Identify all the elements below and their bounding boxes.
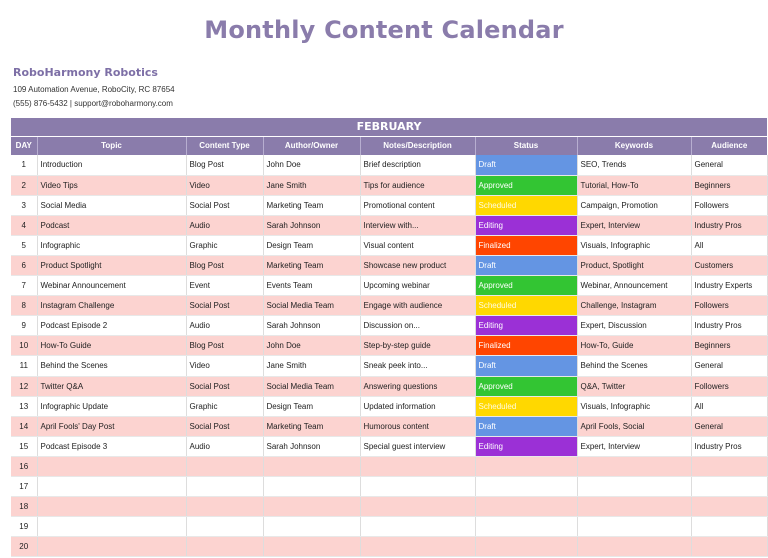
status-cell[interactable]: Editing bbox=[475, 316, 577, 336]
content-type-cell[interactable]: Graphic bbox=[186, 235, 263, 255]
content-calendar-table bbox=[11, 118, 767, 557]
topic-cell[interactable]: Introduction bbox=[37, 155, 186, 175]
status-cell[interactable]: Approved bbox=[475, 276, 577, 296]
keywords-cell[interactable]: April Fools, Social bbox=[577, 416, 691, 436]
table-row bbox=[11, 456, 767, 476]
table-row bbox=[11, 376, 767, 396]
notes-cell[interactable] bbox=[360, 477, 475, 497]
audience-cell[interactable]: Customers bbox=[691, 255, 767, 275]
notes-cell[interactable] bbox=[360, 456, 475, 476]
keywords-cell[interactable]: Visuals, Infographic bbox=[577, 396, 691, 416]
author-cell[interactable]: Sarah Johnson bbox=[263, 436, 360, 456]
author-cell[interactable]: Social Media Team bbox=[263, 376, 360, 396]
notes-cell[interactable]: Upcoming webinar bbox=[360, 276, 475, 296]
content-type-cell[interactable]: Audio bbox=[186, 316, 263, 336]
notes-cell[interactable] bbox=[360, 497, 475, 517]
status-cell[interactable]: Scheduled bbox=[475, 195, 577, 215]
author-cell[interactable]: Social Media Team bbox=[263, 296, 360, 316]
topic-cell[interactable]: Twitter Q&A bbox=[37, 376, 186, 396]
notes-cell[interactable] bbox=[360, 517, 475, 537]
keywords-cell[interactable]: Campaign, Promotion bbox=[577, 195, 691, 215]
topic-cell[interactable] bbox=[37, 497, 186, 517]
content-type-cell[interactable]: Social Post bbox=[186, 376, 263, 396]
audience-cell[interactable]: General bbox=[691, 416, 767, 436]
day-cell[interactable]: 8 bbox=[11, 296, 37, 316]
content-type-cell[interactable]: Video bbox=[186, 175, 263, 195]
audience-cell[interactable] bbox=[691, 456, 767, 476]
author-cell[interactable]: Events Team bbox=[263, 276, 360, 296]
table-row bbox=[11, 316, 767, 336]
author-cell[interactable]: Sarah Johnson bbox=[263, 215, 360, 235]
table-row bbox=[11, 175, 767, 195]
audience-cell[interactable]: Industry Pros bbox=[691, 215, 767, 235]
keywords-cell[interactable] bbox=[577, 456, 691, 476]
topic-cell[interactable] bbox=[37, 477, 186, 497]
topic-cell[interactable]: Webinar Announcement bbox=[37, 276, 186, 296]
author-cell[interactable] bbox=[263, 477, 360, 497]
keywords-cell[interactable]: How-To, Guide bbox=[577, 336, 691, 356]
audience-cell[interactable]: All bbox=[691, 235, 767, 255]
status-cell[interactable]: Draft bbox=[475, 255, 577, 275]
keywords-cell[interactable]: Expert, Interview bbox=[577, 436, 691, 456]
notes-cell[interactable]: Humorous content bbox=[360, 416, 475, 436]
keywords-cell[interactable]: SEO, Trends bbox=[577, 155, 691, 175]
day-cell[interactable]: 11 bbox=[11, 356, 37, 376]
content-type-cell[interactable]: Blog Post bbox=[186, 155, 263, 175]
audience-cell[interactable]: Beginners bbox=[691, 175, 767, 195]
content-type-cell[interactable]: Social Post bbox=[186, 296, 263, 316]
content-type-cell[interactable] bbox=[186, 537, 263, 557]
content-type-cell[interactable] bbox=[186, 497, 263, 517]
table-row bbox=[11, 436, 767, 456]
table-row bbox=[11, 276, 767, 296]
column-header-topic: Topic bbox=[37, 136, 186, 155]
notes-cell[interactable] bbox=[360, 537, 475, 557]
table-row bbox=[11, 215, 767, 235]
status-cell[interactable]: Approved bbox=[475, 376, 577, 396]
content-type-cell[interactable]: Audio bbox=[186, 436, 263, 456]
topic-cell[interactable] bbox=[37, 456, 186, 476]
table-row bbox=[11, 336, 767, 356]
column-header-row bbox=[11, 136, 767, 155]
audience-cell[interactable]: Followers bbox=[691, 195, 767, 215]
topic-cell[interactable]: Instagram Challenge bbox=[37, 296, 186, 316]
keywords-cell[interactable]: Tutorial, How-To bbox=[577, 175, 691, 195]
status-cell[interactable]: Draft bbox=[475, 155, 577, 175]
audience-cell[interactable] bbox=[691, 517, 767, 537]
author-cell[interactable]: Jane Smith bbox=[263, 175, 360, 195]
table-row bbox=[11, 396, 767, 416]
notes-cell[interactable]: Discussion on... bbox=[360, 316, 475, 336]
topic-cell[interactable] bbox=[37, 537, 186, 557]
table-row bbox=[11, 416, 767, 436]
notes-cell[interactable]: Tips for audience bbox=[360, 175, 475, 195]
day-cell[interactable]: 18 bbox=[11, 497, 37, 517]
company-address: 109 Automation Avenue, RoboCity, RC 87654 bbox=[13, 85, 175, 94]
topic-cell[interactable]: Social Media bbox=[37, 195, 186, 215]
audience-cell[interactable]: Followers bbox=[691, 296, 767, 316]
content-type-cell[interactable]: Audio bbox=[186, 215, 263, 235]
day-cell[interactable]: 2 bbox=[11, 175, 37, 195]
day-cell[interactable]: 10 bbox=[11, 336, 37, 356]
notes-cell[interactable]: Showcase new product bbox=[360, 255, 475, 275]
keywords-cell[interactable]: Expert, Discussion bbox=[577, 316, 691, 336]
audience-cell[interactable] bbox=[691, 497, 767, 517]
author-cell[interactable]: John Doe bbox=[263, 336, 360, 356]
status-cell[interactable]: Editing bbox=[475, 215, 577, 235]
content-type-cell[interactable]: Blog Post bbox=[186, 255, 263, 275]
author-cell[interactable]: Design Team bbox=[263, 396, 360, 416]
audience-cell[interactable]: Industry Experts bbox=[691, 276, 767, 296]
status-cell[interactable] bbox=[475, 477, 577, 497]
topic-cell[interactable]: Podcast Episode 2 bbox=[37, 316, 186, 336]
day-cell[interactable]: 20 bbox=[11, 537, 37, 557]
notes-cell[interactable]: Interview with... bbox=[360, 215, 475, 235]
day-cell[interactable]: 13 bbox=[11, 396, 37, 416]
audience-cell[interactable]: Industry Pros bbox=[691, 436, 767, 456]
table-row bbox=[11, 477, 767, 497]
topic-cell[interactable] bbox=[37, 517, 186, 537]
notes-cell[interactable]: Brief description bbox=[360, 155, 475, 175]
author-cell[interactable]: Marketing Team bbox=[263, 255, 360, 275]
author-cell[interactable]: Sarah Johnson bbox=[263, 316, 360, 336]
keywords-cell[interactable]: Product, Spotlight bbox=[577, 255, 691, 275]
content-type-cell[interactable]: Video bbox=[186, 356, 263, 376]
column-header-audience: Audience bbox=[691, 136, 767, 155]
audience-cell[interactable]: All bbox=[691, 396, 767, 416]
company-contact: (555) 876-5432 | support@roboharmony.com bbox=[13, 99, 173, 108]
status-cell[interactable] bbox=[475, 497, 577, 517]
content-type-cell[interactable]: Social Post bbox=[186, 416, 263, 436]
keywords-cell[interactable]: Visuals, Infographic bbox=[577, 235, 691, 255]
status-cell[interactable] bbox=[475, 517, 577, 537]
company-info bbox=[13, 66, 175, 108]
content-type-cell[interactable]: Event bbox=[186, 276, 263, 296]
topic-cell[interactable]: Video Tips bbox=[37, 175, 186, 195]
day-cell[interactable]: 9 bbox=[11, 316, 37, 336]
notes-cell[interactable]: Visual content bbox=[360, 235, 475, 255]
content-type-cell[interactable]: Graphic bbox=[186, 396, 263, 416]
notes-cell[interactable]: Step-by-step guide bbox=[360, 336, 475, 356]
day-cell[interactable]: 1 bbox=[11, 155, 37, 175]
keywords-cell[interactable] bbox=[577, 517, 691, 537]
content-type-cell[interactable]: Blog Post bbox=[186, 336, 263, 356]
day-cell[interactable]: 7 bbox=[11, 276, 37, 296]
notes-cell[interactable]: Sneak peek into... bbox=[360, 356, 475, 376]
calendar-rows bbox=[11, 155, 767, 557]
day-cell[interactable]: 12 bbox=[11, 376, 37, 396]
topic-cell[interactable]: Infographic bbox=[37, 235, 186, 255]
topic-cell[interactable]: Behind the Scenes bbox=[37, 356, 186, 376]
keywords-cell[interactable]: Behind the Scenes bbox=[577, 356, 691, 376]
day-cell[interactable]: 6 bbox=[11, 255, 37, 275]
keywords-cell[interactable] bbox=[577, 497, 691, 517]
topic-cell[interactable]: Podcast Episode 3 bbox=[37, 436, 186, 456]
content-type-cell[interactable] bbox=[186, 517, 263, 537]
table-row bbox=[11, 537, 767, 557]
audience-cell[interactable] bbox=[691, 477, 767, 497]
notes-cell[interactable]: Promotional content bbox=[360, 195, 475, 215]
table-row bbox=[11, 255, 767, 275]
author-cell[interactable]: John Doe bbox=[263, 155, 360, 175]
status-cell[interactable]: Approved bbox=[475, 175, 577, 195]
status-cell[interactable] bbox=[475, 537, 577, 557]
table-row bbox=[11, 195, 767, 215]
table-row bbox=[11, 517, 767, 537]
keywords-cell[interactable]: Q&A, Twitter bbox=[577, 376, 691, 396]
day-cell[interactable]: 5 bbox=[11, 235, 37, 255]
column-header-day: DAY bbox=[11, 136, 37, 155]
topic-cell[interactable]: Podcast bbox=[37, 215, 186, 235]
notes-cell[interactable]: Special guest interview bbox=[360, 436, 475, 456]
day-cell[interactable]: 15 bbox=[11, 436, 37, 456]
day-cell[interactable]: 17 bbox=[11, 477, 37, 497]
audience-cell[interactable]: Industry Pros bbox=[691, 316, 767, 336]
table-row bbox=[11, 356, 767, 376]
author-cell[interactable]: Marketing Team bbox=[263, 195, 360, 215]
author-cell[interactable] bbox=[263, 517, 360, 537]
content-type-cell[interactable]: Social Post bbox=[186, 195, 263, 215]
audience-cell[interactable]: General bbox=[691, 155, 767, 175]
page-title: Monthly Content Calendar bbox=[204, 16, 564, 44]
notes-cell[interactable]: Updated information bbox=[360, 396, 475, 416]
column-header-notes-description: Notes/Description bbox=[360, 136, 475, 155]
day-cell[interactable]: 14 bbox=[11, 416, 37, 436]
table-row bbox=[11, 235, 767, 255]
day-cell[interactable]: 16 bbox=[11, 456, 37, 476]
notes-cell[interactable]: Answering questions bbox=[360, 376, 475, 396]
keywords-cell[interactable]: Expert, Interview bbox=[577, 215, 691, 235]
topic-cell[interactable]: Infographic Update bbox=[37, 396, 186, 416]
status-cell[interactable]: Editing bbox=[475, 436, 577, 456]
audience-cell[interactable]: Followers bbox=[691, 376, 767, 396]
status-cell[interactable]: Finalized bbox=[475, 235, 577, 255]
topic-cell[interactable]: How-To Guide bbox=[37, 336, 186, 356]
author-cell[interactable]: Marketing Team bbox=[263, 416, 360, 436]
table-row bbox=[11, 497, 767, 517]
content-type-cell[interactable] bbox=[186, 456, 263, 476]
keywords-cell[interactable]: Challenge, Instagram bbox=[577, 296, 691, 316]
table-row bbox=[11, 155, 767, 175]
column-header-content-type: Content Type bbox=[186, 136, 263, 155]
status-cell[interactable]: Scheduled bbox=[475, 296, 577, 316]
column-header-keywords: Keywords bbox=[577, 136, 691, 155]
day-cell[interactable]: 3 bbox=[11, 195, 37, 215]
day-cell[interactable]: 4 bbox=[11, 215, 37, 235]
audience-cell[interactable] bbox=[691, 537, 767, 557]
status-cell[interactable]: Finalized bbox=[475, 336, 577, 356]
author-cell[interactable] bbox=[263, 537, 360, 557]
keywords-cell[interactable] bbox=[577, 477, 691, 497]
notes-cell[interactable]: Engage with audience bbox=[360, 296, 475, 316]
content-type-cell[interactable] bbox=[186, 477, 263, 497]
author-cell[interactable]: Design Team bbox=[263, 235, 360, 255]
status-cell[interactable]: Draft bbox=[475, 416, 577, 436]
column-header-author-owner: Author/Owner bbox=[263, 136, 360, 155]
audience-cell[interactable]: General bbox=[691, 356, 767, 376]
keywords-cell[interactable]: Webinar, Announcement bbox=[577, 276, 691, 296]
column-header-status: Status bbox=[475, 136, 577, 155]
author-cell[interactable] bbox=[263, 497, 360, 517]
topic-cell[interactable]: April Fools' Day Post bbox=[37, 416, 186, 436]
status-cell[interactable]: Draft bbox=[475, 356, 577, 376]
author-cell[interactable] bbox=[263, 456, 360, 476]
status-cell[interactable]: Scheduled bbox=[475, 396, 577, 416]
day-cell[interactable]: 19 bbox=[11, 517, 37, 537]
status-cell[interactable] bbox=[475, 456, 577, 476]
audience-cell[interactable]: Beginners bbox=[691, 336, 767, 356]
topic-cell[interactable]: Product Spotlight bbox=[37, 255, 186, 275]
table-row bbox=[11, 296, 767, 316]
month-header: FEBRUARY bbox=[11, 118, 767, 136]
keywords-cell[interactable] bbox=[577, 537, 691, 557]
company-name: RoboHarmony Robotics bbox=[13, 66, 158, 79]
author-cell[interactable]: Jane Smith bbox=[263, 356, 360, 376]
